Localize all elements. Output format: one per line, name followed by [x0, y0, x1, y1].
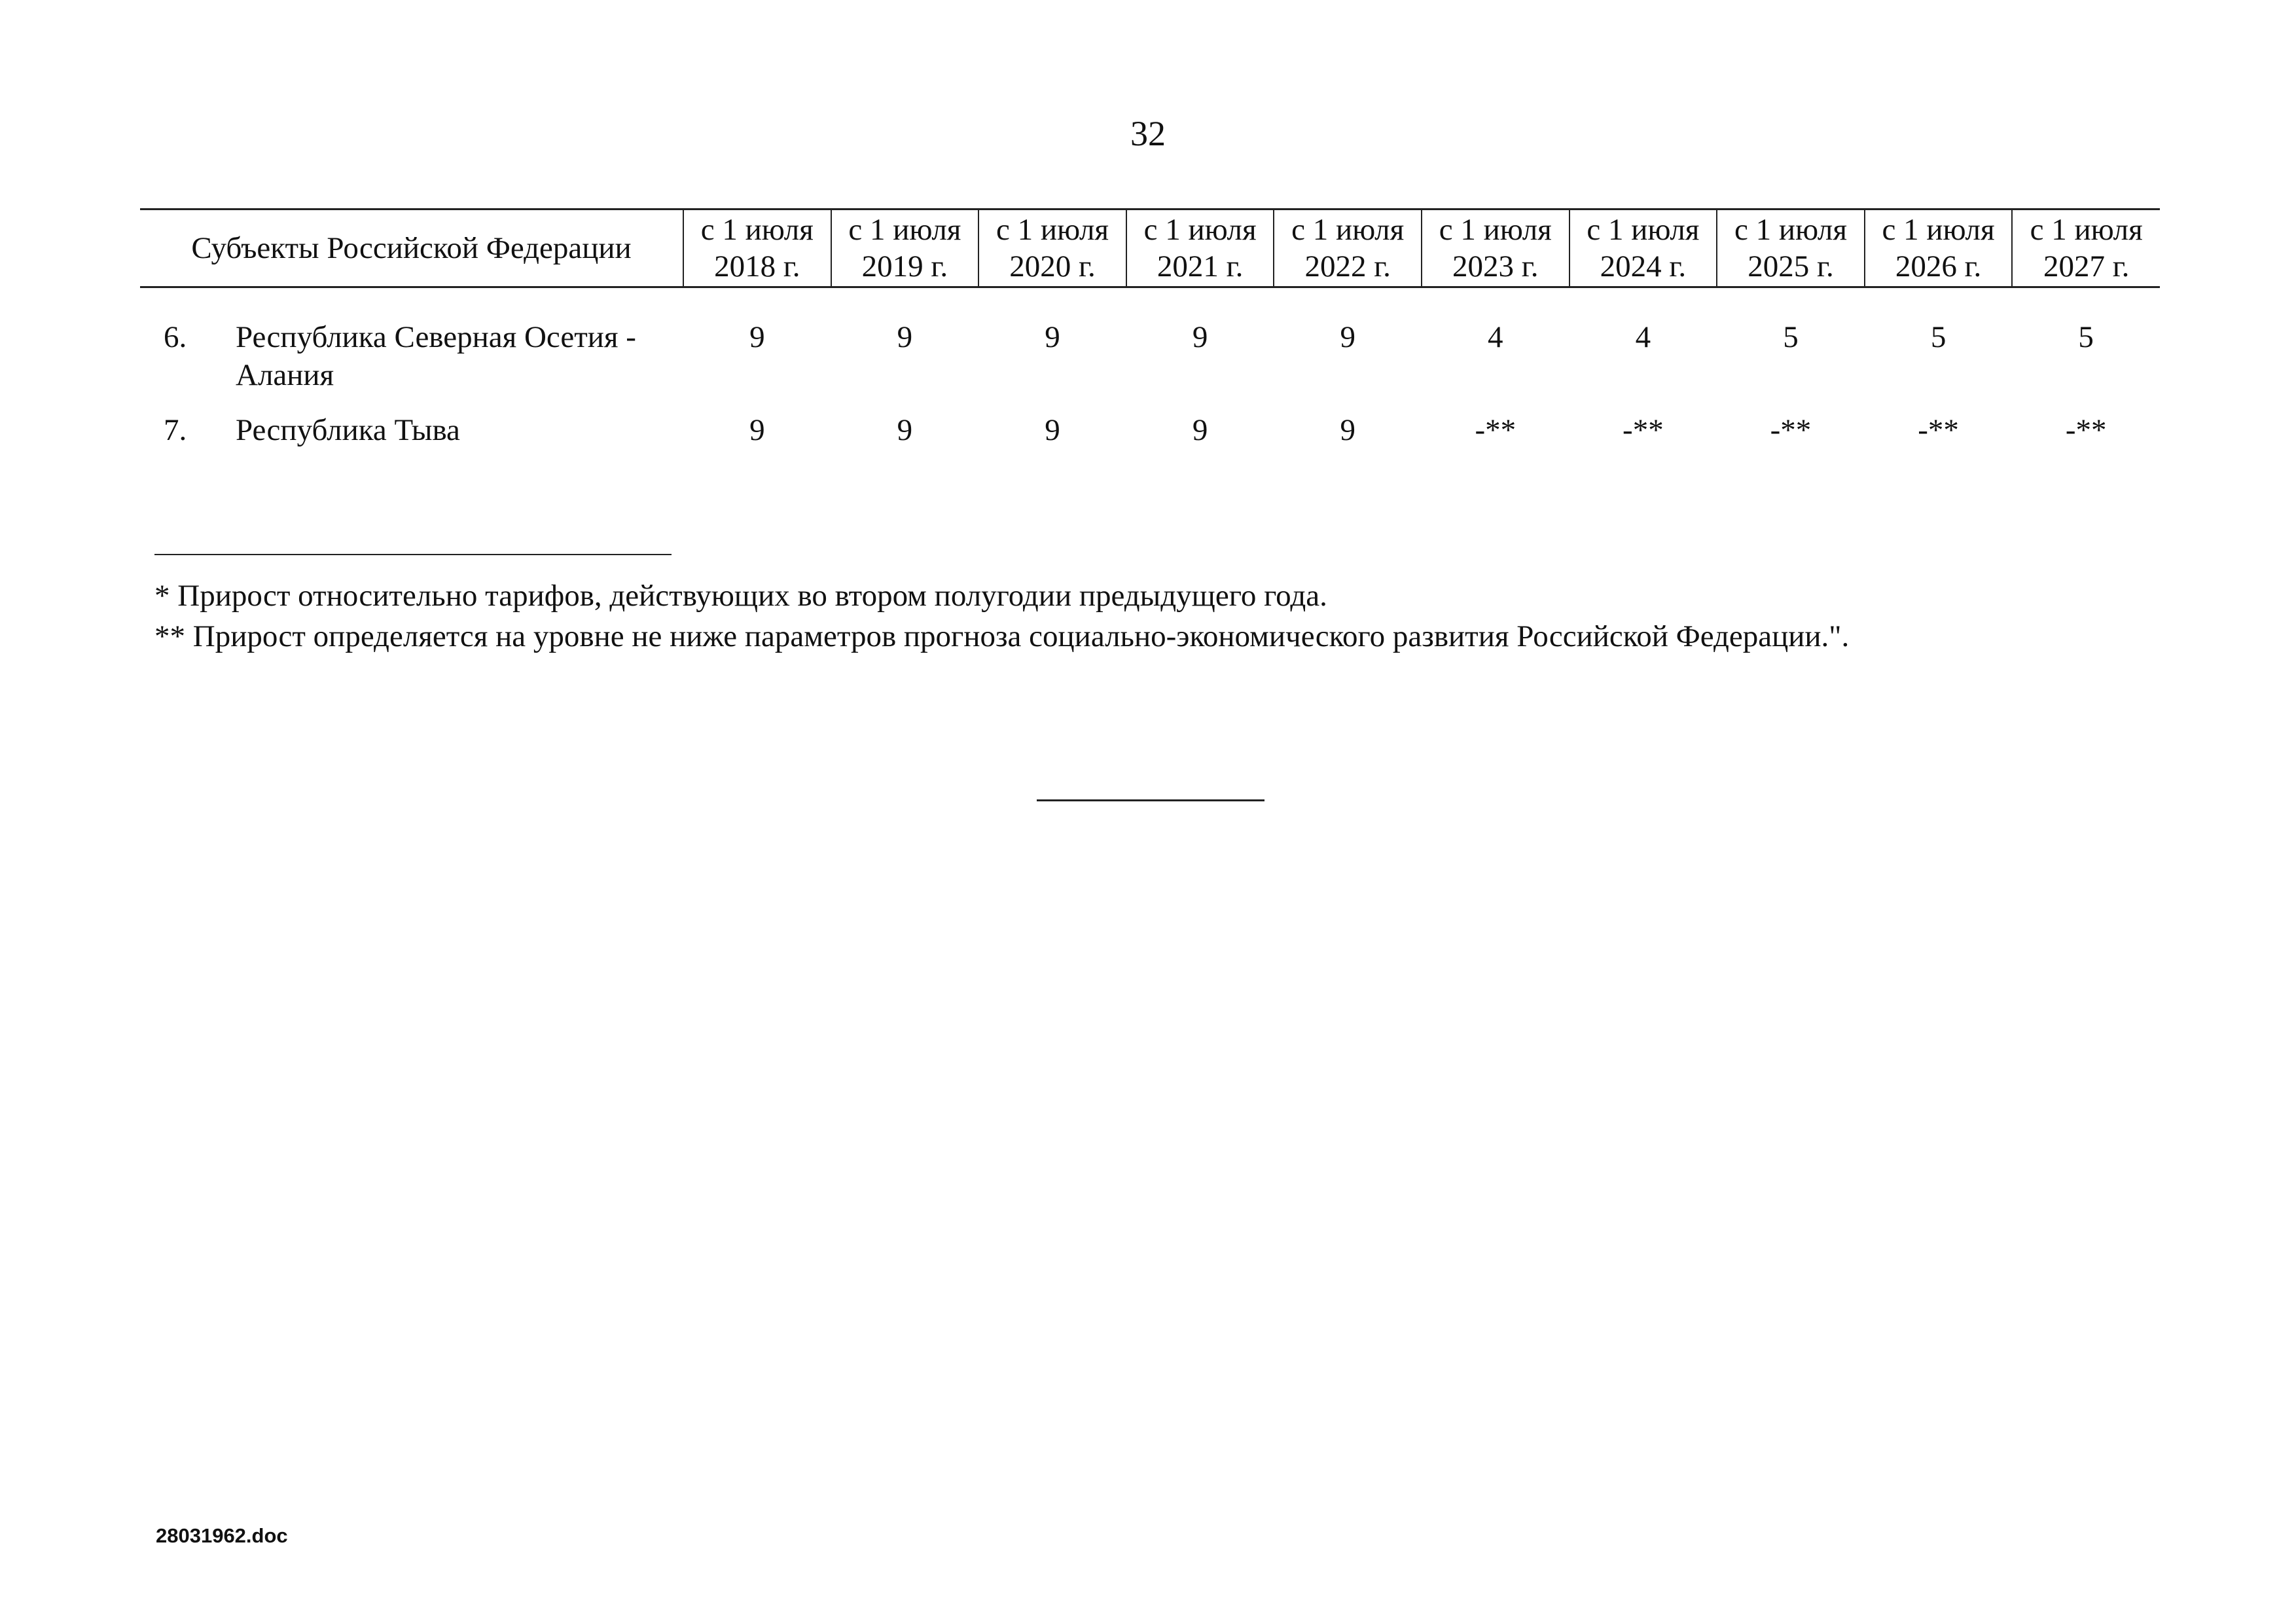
year-column-header	[1274, 210, 1422, 287]
value-cell: 9	[1045, 320, 1060, 354]
value-cell: 9	[1340, 413, 1355, 447]
year-column-header	[1570, 210, 1717, 287]
value-cell: 9	[749, 320, 765, 354]
file-name-label: 28031962.doc	[156, 1524, 288, 1547]
value-cell: 5	[2078, 320, 2094, 354]
value-cell: 9	[897, 413, 913, 447]
header-line-1: с 1 июля	[1587, 213, 1700, 247]
subject-column-header: Субъекты Российской Федерации	[140, 210, 683, 287]
header-line-2: 2024 г.	[1600, 249, 1687, 283]
header-line-1: с 1 июля	[700, 213, 814, 247]
header-line-1: с 1 июля	[2030, 213, 2143, 247]
value-cell: -**	[2065, 413, 2107, 447]
year-column-header	[1717, 210, 1865, 287]
value-cell: -**	[1475, 413, 1516, 447]
page-number: 32	[1130, 114, 1166, 153]
value-cell: -**	[1623, 413, 1664, 447]
header-line-2: 2021 г.	[1157, 249, 1244, 283]
value-cell: 5	[1783, 320, 1799, 354]
footnote-1: * Прирост относительно тарифов, действующих во втором полугодии предыдущего года.	[154, 579, 1327, 613]
table-spacer-row	[140, 287, 2160, 319]
year-column-header	[978, 210, 1126, 287]
header-line-2: 2023 г.	[1452, 249, 1539, 283]
header-line-1: с 1 июля	[1291, 213, 1405, 247]
value-cell: 9	[897, 320, 913, 354]
year-column-header	[831, 210, 979, 287]
value-cell: 9	[1192, 320, 1208, 354]
year-column-header	[1865, 210, 2013, 287]
value-cell: 9	[749, 413, 765, 447]
header-line-1: с 1 июля	[848, 213, 961, 247]
table-row	[140, 411, 2160, 464]
row-number: 7.	[164, 413, 187, 447]
end-of-document-rule	[1037, 799, 1265, 801]
year-column-header	[2012, 210, 2160, 287]
value-cell: 4	[1488, 320, 1503, 354]
subject-name: Республика Тыва	[236, 413, 460, 447]
footnote-separator	[154, 554, 672, 555]
header-line-2: 2026 г.	[1895, 249, 1982, 283]
value-cell: 4	[1635, 320, 1651, 354]
footnote-2: ** Прирост определяется на уровне не ниже параметров прогноза социально-экономического развития Российской Федерации.".	[154, 619, 1850, 653]
table-header-row	[140, 210, 2160, 287]
value-cell: -**	[1770, 413, 1812, 447]
year-column-header	[1422, 210, 1570, 287]
header-line-2: 2019 г.	[861, 249, 948, 283]
spacer-cell	[140, 287, 2160, 319]
tariff-table	[140, 208, 2160, 464]
value-cell: 5	[1930, 320, 1946, 354]
table-row	[140, 318, 2160, 411]
header-line-2: 2020 г.	[1009, 249, 1096, 283]
value-cell: -**	[1918, 413, 1959, 447]
row-number: 6.	[164, 320, 187, 354]
header-line-2: 2018 г.	[714, 249, 800, 283]
header-line-2: 2022 г.	[1304, 249, 1391, 283]
value-cell: 9	[1340, 320, 1355, 354]
header-line-2: 2025 г.	[1748, 249, 1834, 283]
header-line-1: с 1 июля	[996, 213, 1109, 247]
year-column-header	[1126, 210, 1274, 287]
value-cell: 9	[1045, 413, 1060, 447]
header-line-2: 2027 г.	[2043, 249, 2130, 283]
subject-cell	[140, 411, 683, 464]
header-line-1: с 1 июля	[1882, 213, 1995, 247]
header-line-1: с 1 июля	[1143, 213, 1257, 247]
header-line-1: с 1 июля	[1734, 213, 1847, 247]
year-column-header	[683, 210, 831, 287]
header-line-1: с 1 июля	[1439, 213, 1552, 247]
subject-cell	[140, 318, 683, 411]
subject-name: Республика Северная Осетия - Алания	[236, 320, 636, 392]
value-cell: 9	[1192, 413, 1208, 447]
